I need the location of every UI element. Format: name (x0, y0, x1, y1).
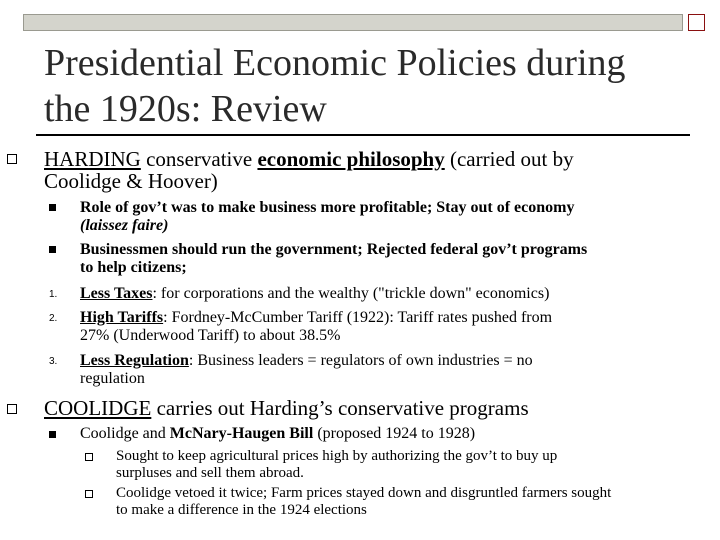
harding-bullet-1: Role of gov’t was to make business more profitable; Stay out of economy (laissez faire) (80, 199, 575, 234)
harding-text2: (carried out by (444, 147, 574, 171)
hollow-square-bullet-icon (7, 404, 17, 414)
hollow-square-bullet-icon (85, 453, 93, 461)
harding-item-3: Less Regulation: Business leaders = regulators of own industries = no regulation (80, 352, 533, 387)
item-number: 3. (49, 356, 58, 367)
harding-text1: conservative (140, 147, 258, 171)
header-bar (23, 14, 683, 31)
hollow-square-bullet-icon (7, 154, 17, 164)
title-divider (36, 134, 690, 136)
harding-item-2: High Tariffs: Fordney-McCumber Tariff (1922): Tariff rates pushed from 27% (Underwood Tariff) to about 38.5% (80, 309, 553, 344)
coolidge-detail-1: Sought to keep agricultural prices high by authorizing the gov’t to buy up surpluses and sell them abroad. (116, 448, 558, 481)
harding-line2: Coolidge & Hoover) (44, 169, 218, 193)
harding-philosophy: economic philosophy (257, 147, 445, 171)
square-bullet-icon (49, 204, 56, 211)
coolidge-text: carries out Harding’s conservative programs (151, 396, 529, 420)
hollow-square-bullet-icon (85, 490, 93, 498)
title-line-2: the 1920s: Review (44, 88, 327, 130)
harding-heading (44, 148, 574, 192)
corner-square (688, 14, 705, 31)
title-line-1: Presidential Economic Policies during (44, 42, 626, 84)
item-number: 2. (49, 313, 58, 324)
coolidge-name: COOLIDGE (44, 396, 152, 420)
coolidge-sub: Coolidge and McNary-Haugen Bill (proposed 1924 to 1928) (80, 425, 476, 442)
harding-name: HARDING (44, 147, 141, 171)
square-bullet-icon (49, 246, 56, 253)
harding-item-1: Less Taxes: for corporations and the wealthy ("trickle down" economics) (80, 285, 550, 302)
item-number: 1. (49, 289, 58, 300)
coolidge-detail-2: Coolidge vetoed it twice; Farm prices stayed down and disgruntled farmers sought to make a difference in the 1924 elections (116, 485, 612, 518)
slide-title (44, 40, 684, 132)
coolidge-heading (44, 397, 529, 419)
square-bullet-icon (49, 431, 56, 438)
harding-bullet-2: Businessmen should run the government; Rejected federal gov’t programs to help citizens; (80, 241, 588, 276)
